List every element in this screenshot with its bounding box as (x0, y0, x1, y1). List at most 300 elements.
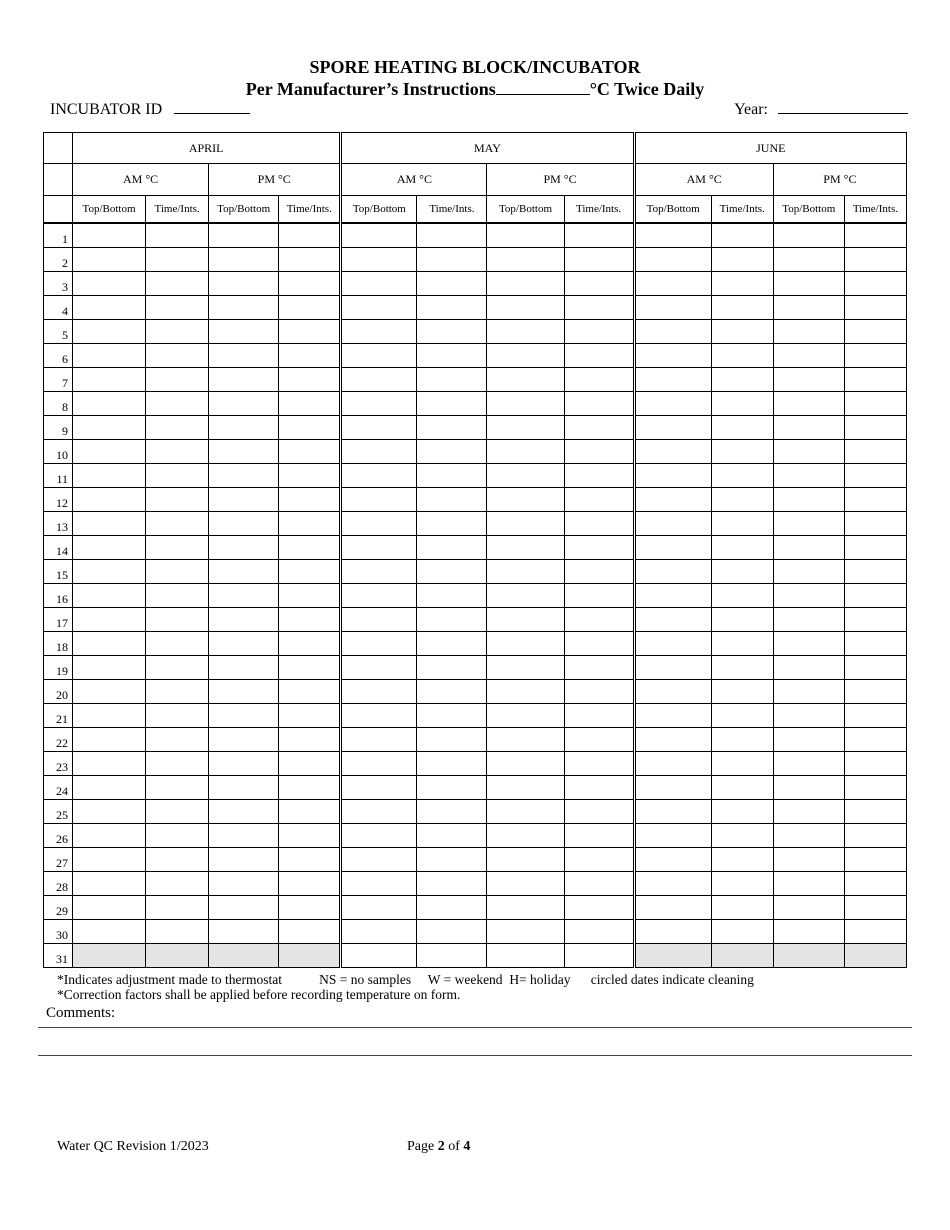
entry-cell[interactable] (209, 248, 279, 272)
entry-cell[interactable] (773, 464, 844, 488)
entry-cell[interactable] (209, 728, 279, 752)
entry-cell[interactable] (773, 752, 844, 776)
entry-cell[interactable] (773, 872, 844, 896)
entry-cell[interactable] (341, 632, 417, 656)
entry-cell[interactable] (417, 776, 487, 800)
entry-cell[interactable] (146, 536, 209, 560)
entry-cell[interactable] (146, 920, 209, 944)
entry-cell[interactable] (564, 440, 634, 464)
entry-cell[interactable] (146, 752, 209, 776)
entry-cell[interactable] (773, 824, 844, 848)
entry-cell[interactable] (711, 248, 773, 272)
entry-cell[interactable] (146, 560, 209, 584)
entry-cell[interactable] (417, 920, 487, 944)
entry-cell[interactable] (209, 680, 279, 704)
entry-cell[interactable] (279, 344, 341, 368)
entry-cell[interactable] (711, 416, 773, 440)
entry-cell[interactable] (146, 608, 209, 632)
entry-cell[interactable] (773, 440, 844, 464)
entry-cell[interactable] (564, 560, 634, 584)
entry-cell[interactable] (634, 464, 711, 488)
entry-cell[interactable] (711, 656, 773, 680)
entry-cell[interactable] (279, 728, 341, 752)
entry-cell[interactable] (279, 223, 341, 248)
entry-cell[interactable] (73, 464, 146, 488)
entry-cell[interactable] (711, 920, 773, 944)
entry-cell[interactable] (341, 248, 417, 272)
entry-cell[interactable] (844, 223, 906, 248)
entry-cell[interactable] (711, 296, 773, 320)
entry-cell[interactable] (634, 392, 711, 416)
entry-cell[interactable] (711, 344, 773, 368)
entry-cell[interactable] (487, 248, 564, 272)
entry-cell[interactable] (844, 392, 906, 416)
entry-cell[interactable] (564, 584, 634, 608)
entry-cell[interactable] (279, 800, 341, 824)
entry-cell[interactable] (73, 800, 146, 824)
entry-cell[interactable] (634, 584, 711, 608)
entry-cell[interactable] (564, 656, 634, 680)
incubator-id-blank[interactable] (174, 99, 250, 114)
entry-cell[interactable] (341, 536, 417, 560)
entry-cell[interactable] (417, 944, 487, 968)
entry-cell[interactable] (711, 680, 773, 704)
entry-cell[interactable] (564, 824, 634, 848)
entry-cell[interactable] (487, 223, 564, 248)
entry-cell[interactable] (73, 632, 146, 656)
entry-cell[interactable] (279, 656, 341, 680)
entry-cell[interactable] (844, 560, 906, 584)
entry-cell[interactable] (564, 704, 634, 728)
entry-cell[interactable] (73, 440, 146, 464)
entry-cell[interactable] (279, 512, 341, 536)
entry-cell[interactable] (487, 800, 564, 824)
entry-cell[interactable] (711, 536, 773, 560)
entry-cell[interactable] (844, 440, 906, 464)
entry-cell[interactable] (341, 680, 417, 704)
temperature-blank[interactable] (496, 80, 590, 95)
entry-cell[interactable] (209, 896, 279, 920)
entry-cell[interactable] (146, 848, 209, 872)
entry-cell[interactable] (341, 896, 417, 920)
entry-cell[interactable] (341, 320, 417, 344)
entry-cell[interactable] (146, 680, 209, 704)
entry-cell[interactable] (73, 896, 146, 920)
entry-cell[interactable] (844, 632, 906, 656)
entry-cell[interactable] (711, 632, 773, 656)
entry-cell[interactable] (564, 872, 634, 896)
entry-cell[interactable] (564, 344, 634, 368)
entry-cell[interactable] (844, 896, 906, 920)
entry-cell[interactable] (844, 584, 906, 608)
entry-cell[interactable] (634, 488, 711, 512)
entry-cell[interactable] (146, 872, 209, 896)
entry-cell[interactable] (844, 776, 906, 800)
entry-cell[interactable] (844, 872, 906, 896)
entry-cell[interactable] (417, 223, 487, 248)
entry-cell[interactable] (634, 896, 711, 920)
entry-cell[interactable] (279, 272, 341, 296)
entry-cell[interactable] (209, 776, 279, 800)
entry-cell[interactable] (417, 704, 487, 728)
entry-cell[interactable] (279, 824, 341, 848)
entry-cell[interactable] (564, 512, 634, 536)
entry-cell[interactable] (487, 440, 564, 464)
entry-cell[interactable] (146, 656, 209, 680)
entry-cell[interactable] (844, 752, 906, 776)
entry-cell[interactable] (711, 272, 773, 296)
entry-cell[interactable] (146, 392, 209, 416)
entry-cell[interactable] (844, 416, 906, 440)
entry-cell[interactable] (279, 608, 341, 632)
entry-cell[interactable] (564, 464, 634, 488)
entry-cell[interactable] (146, 464, 209, 488)
entry-cell[interactable] (634, 800, 711, 824)
entry-cell[interactable] (279, 776, 341, 800)
entry-cell[interactable] (564, 536, 634, 560)
entry-cell[interactable] (341, 704, 417, 728)
entry-cell[interactable] (417, 680, 487, 704)
entry-cell[interactable] (487, 848, 564, 872)
entry-cell[interactable] (341, 512, 417, 536)
entry-cell[interactable] (279, 416, 341, 440)
entry-cell[interactable] (773, 728, 844, 752)
entry-cell[interactable] (341, 920, 417, 944)
entry-cell[interactable] (487, 776, 564, 800)
entry-cell[interactable] (146, 584, 209, 608)
entry-cell[interactable] (773, 368, 844, 392)
entry-cell[interactable] (73, 272, 146, 296)
entry-cell[interactable] (417, 800, 487, 824)
entry-cell[interactable] (844, 704, 906, 728)
entry-cell[interactable] (634, 248, 711, 272)
entry-cell[interactable] (73, 608, 146, 632)
entry-cell[interactable] (634, 752, 711, 776)
entry-cell[interactable] (711, 223, 773, 248)
entry-cell[interactable] (279, 440, 341, 464)
entry-cell[interactable] (844, 320, 906, 344)
entry-cell[interactable] (209, 488, 279, 512)
entry-cell[interactable] (209, 536, 279, 560)
entry-cell[interactable] (564, 944, 634, 968)
entry-cell[interactable] (417, 248, 487, 272)
entry-cell[interactable] (564, 776, 634, 800)
entry-cell[interactable] (417, 752, 487, 776)
entry-cell[interactable] (487, 392, 564, 416)
entry-cell[interactable] (564, 248, 634, 272)
entry-cell[interactable] (341, 440, 417, 464)
entry-cell[interactable] (209, 920, 279, 944)
entry-cell[interactable] (73, 656, 146, 680)
entry-cell[interactable] (564, 488, 634, 512)
entry-cell[interactable] (487, 656, 564, 680)
entry-cell[interactable] (773, 896, 844, 920)
entry-cell[interactable] (564, 896, 634, 920)
entry-cell[interactable] (773, 776, 844, 800)
entry-cell[interactable] (417, 512, 487, 536)
entry-cell[interactable] (564, 392, 634, 416)
entry-cell[interactable] (487, 512, 564, 536)
entry-cell[interactable] (487, 296, 564, 320)
entry-cell[interactable] (417, 560, 487, 584)
entry-cell[interactable] (73, 488, 146, 512)
entry-cell[interactable] (146, 632, 209, 656)
entry-cell[interactable] (279, 848, 341, 872)
entry-cell[interactable] (773, 223, 844, 248)
entry-cell[interactable] (487, 584, 564, 608)
entry-cell[interactable] (711, 896, 773, 920)
entry-cell[interactable] (209, 752, 279, 776)
entry-cell[interactable] (844, 248, 906, 272)
entry-cell[interactable] (146, 488, 209, 512)
entry-cell[interactable] (487, 464, 564, 488)
entry-cell[interactable] (634, 776, 711, 800)
entry-cell[interactable] (773, 320, 844, 344)
entry-cell[interactable] (844, 296, 906, 320)
entry-cell[interactable] (279, 632, 341, 656)
entry-cell[interactable] (487, 272, 564, 296)
entry-cell[interactable] (209, 464, 279, 488)
entry-cell[interactable] (634, 608, 711, 632)
entry-cell[interactable] (73, 344, 146, 368)
entry-cell[interactable] (634, 536, 711, 560)
entry-cell[interactable] (279, 488, 341, 512)
entry-cell[interactable] (209, 800, 279, 824)
entry-cell[interactable] (564, 296, 634, 320)
entry-cell[interactable] (711, 584, 773, 608)
entry-cell[interactable] (844, 512, 906, 536)
entry-cell[interactable] (564, 848, 634, 872)
entry-cell[interactable] (773, 344, 844, 368)
entry-cell[interactable] (773, 632, 844, 656)
entry-cell[interactable] (209, 368, 279, 392)
entry-cell[interactable] (773, 800, 844, 824)
entry-cell[interactable] (146, 344, 209, 368)
entry-cell[interactable] (487, 728, 564, 752)
entry-cell[interactable] (844, 920, 906, 944)
entry-cell[interactable] (711, 440, 773, 464)
entry-cell[interactable] (341, 752, 417, 776)
entry-cell[interactable] (341, 368, 417, 392)
entry-cell[interactable] (341, 872, 417, 896)
entry-cell[interactable] (209, 872, 279, 896)
entry-cell[interactable] (773, 584, 844, 608)
entry-cell[interactable] (279, 296, 341, 320)
entry-cell[interactable] (146, 824, 209, 848)
entry-cell[interactable] (844, 680, 906, 704)
entry-cell[interactable] (634, 560, 711, 584)
entry-cell[interactable] (417, 536, 487, 560)
entry-cell[interactable] (773, 272, 844, 296)
entry-cell[interactable] (634, 872, 711, 896)
entry-cell[interactable] (146, 800, 209, 824)
entry-cell[interactable] (417, 848, 487, 872)
entry-cell[interactable] (73, 392, 146, 416)
entry-cell[interactable] (711, 752, 773, 776)
entry-cell[interactable] (73, 752, 146, 776)
entry-cell[interactable] (711, 848, 773, 872)
entry-cell[interactable] (73, 296, 146, 320)
entry-cell[interactable] (146, 368, 209, 392)
entry-cell[interactable] (487, 368, 564, 392)
entry-cell[interactable] (146, 272, 209, 296)
entry-cell[interactable] (417, 416, 487, 440)
entry-cell[interactable] (844, 344, 906, 368)
entry-cell[interactable] (487, 344, 564, 368)
entry-cell[interactable] (487, 680, 564, 704)
entry-cell[interactable] (341, 800, 417, 824)
entry-cell[interactable] (279, 392, 341, 416)
entry-cell[interactable] (844, 464, 906, 488)
entry-cell[interactable] (634, 728, 711, 752)
entry-cell[interactable] (564, 728, 634, 752)
entry-cell[interactable] (634, 416, 711, 440)
entry-cell[interactable] (564, 272, 634, 296)
entry-cell[interactable] (279, 872, 341, 896)
entry-cell[interactable] (773, 416, 844, 440)
entry-cell[interactable] (146, 728, 209, 752)
entry-cell[interactable] (773, 848, 844, 872)
entry-cell[interactable] (73, 776, 146, 800)
entry-cell[interactable] (773, 536, 844, 560)
entry-cell[interactable] (417, 488, 487, 512)
entry-cell[interactable] (487, 704, 564, 728)
entry-cell[interactable] (417, 824, 487, 848)
entry-cell[interactable] (73, 824, 146, 848)
entry-cell[interactable] (73, 368, 146, 392)
entry-cell[interactable] (634, 656, 711, 680)
entry-cell[interactable] (711, 464, 773, 488)
entry-cell[interactable] (209, 512, 279, 536)
entry-cell[interactable] (341, 272, 417, 296)
entry-cell[interactable] (73, 680, 146, 704)
entry-cell[interactable] (564, 608, 634, 632)
entry-cell[interactable] (209, 416, 279, 440)
entry-cell[interactable] (773, 920, 844, 944)
entry-cell[interactable] (209, 848, 279, 872)
entry-cell[interactable] (341, 223, 417, 248)
entry-cell[interactable] (341, 392, 417, 416)
entry-cell[interactable] (487, 560, 564, 584)
entry-cell[interactable] (634, 920, 711, 944)
entry-cell[interactable] (279, 536, 341, 560)
entry-cell[interactable] (73, 584, 146, 608)
entry-cell[interactable] (844, 272, 906, 296)
entry-cell[interactable] (73, 704, 146, 728)
entry-cell[interactable] (487, 320, 564, 344)
entry-cell[interactable] (279, 680, 341, 704)
entry-cell[interactable] (209, 223, 279, 248)
entry-cell[interactable] (209, 584, 279, 608)
entry-cell[interactable] (279, 560, 341, 584)
entry-cell[interactable] (564, 320, 634, 344)
entry-cell[interactable] (634, 223, 711, 248)
entry-cell[interactable] (487, 872, 564, 896)
entry-cell[interactable] (146, 512, 209, 536)
entry-cell[interactable] (73, 416, 146, 440)
entry-cell[interactable] (773, 248, 844, 272)
entry-cell[interactable] (341, 608, 417, 632)
entry-cell[interactable] (564, 632, 634, 656)
entry-cell[interactable] (73, 320, 146, 344)
entry-cell[interactable] (341, 656, 417, 680)
entry-cell[interactable] (279, 464, 341, 488)
entry-cell[interactable] (146, 896, 209, 920)
entry-cell[interactable] (209, 824, 279, 848)
entry-cell[interactable] (209, 344, 279, 368)
entry-cell[interactable] (341, 344, 417, 368)
entry-cell[interactable] (279, 584, 341, 608)
entry-cell[interactable] (417, 728, 487, 752)
entry-cell[interactable] (209, 656, 279, 680)
entry-cell[interactable] (73, 536, 146, 560)
entry-cell[interactable] (844, 656, 906, 680)
entry-cell[interactable] (279, 704, 341, 728)
entry-cell[interactable] (634, 296, 711, 320)
entry-cell[interactable] (844, 800, 906, 824)
entry-cell[interactable] (73, 223, 146, 248)
entry-cell[interactable] (341, 824, 417, 848)
entry-cell[interactable] (487, 824, 564, 848)
entry-cell[interactable] (146, 296, 209, 320)
entry-cell[interactable] (73, 248, 146, 272)
entry-cell[interactable] (417, 320, 487, 344)
entry-cell[interactable] (417, 272, 487, 296)
entry-cell[interactable] (146, 776, 209, 800)
entry-cell[interactable] (564, 223, 634, 248)
entry-cell[interactable] (711, 872, 773, 896)
entry-cell[interactable] (417, 584, 487, 608)
entry-cell[interactable] (73, 872, 146, 896)
entry-cell[interactable] (341, 488, 417, 512)
year-blank[interactable] (778, 99, 908, 114)
entry-cell[interactable] (564, 920, 634, 944)
entry-cell[interactable] (341, 296, 417, 320)
entry-cell[interactable] (209, 272, 279, 296)
entry-cell[interactable] (487, 632, 564, 656)
entry-cell[interactable] (564, 800, 634, 824)
entry-cell[interactable] (711, 368, 773, 392)
entry-cell[interactable] (711, 800, 773, 824)
entry-cell[interactable] (341, 416, 417, 440)
entry-cell[interactable] (487, 416, 564, 440)
entry-cell[interactable] (73, 920, 146, 944)
entry-cell[interactable] (146, 320, 209, 344)
comment-line-1[interactable] (38, 1027, 912, 1028)
entry-cell[interactable] (209, 632, 279, 656)
entry-cell[interactable] (209, 296, 279, 320)
entry-cell[interactable] (417, 656, 487, 680)
entry-cell[interactable] (844, 536, 906, 560)
entry-cell[interactable] (146, 416, 209, 440)
entry-cell[interactable] (487, 920, 564, 944)
entry-cell[interactable] (417, 368, 487, 392)
entry-cell[interactable] (634, 824, 711, 848)
entry-cell[interactable] (279, 896, 341, 920)
entry-cell[interactable] (341, 776, 417, 800)
entry-cell[interactable] (209, 392, 279, 416)
entry-cell[interactable] (417, 464, 487, 488)
entry-cell[interactable] (209, 608, 279, 632)
entry-cell[interactable] (341, 464, 417, 488)
entry-cell[interactable] (417, 440, 487, 464)
entry-cell[interactable] (146, 440, 209, 464)
entry-cell[interactable] (844, 488, 906, 512)
entry-cell[interactable] (711, 560, 773, 584)
entry-cell[interactable] (711, 488, 773, 512)
entry-cell[interactable] (417, 608, 487, 632)
entry-cell[interactable] (634, 344, 711, 368)
